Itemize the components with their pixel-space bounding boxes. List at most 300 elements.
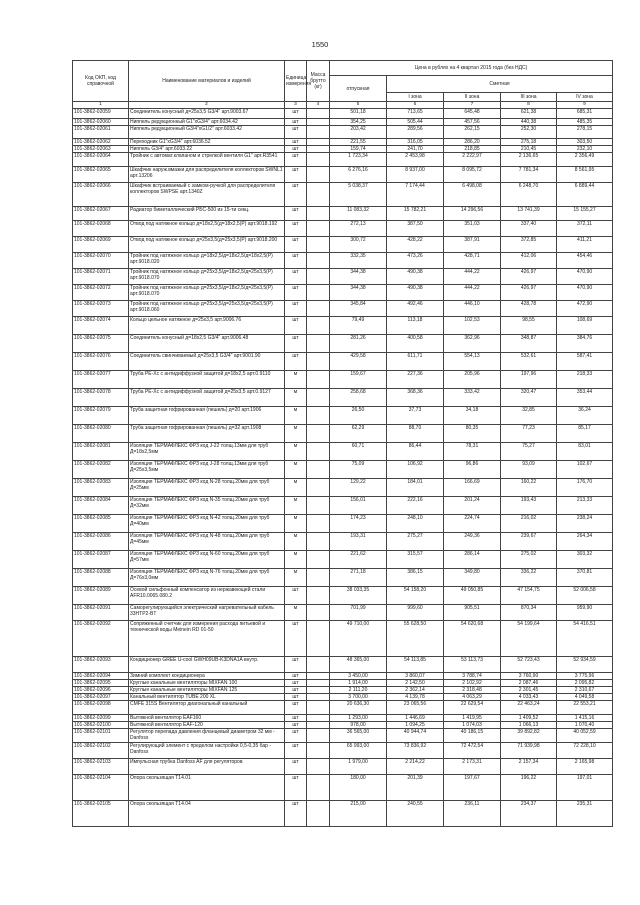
price-zone-3: 870,34 (501, 605, 557, 621)
price-zone-3: 39 892,82 (501, 729, 557, 743)
item-unit: шт (285, 153, 307, 167)
price-zone-1: 2 453,98 (387, 153, 444, 167)
price-zone-3: 216,02 (501, 515, 557, 533)
price-zone-3: 197,96 (501, 371, 557, 389)
item-code: 101-3862-02080 (73, 425, 129, 443)
item-code: 101-3862-02096 (73, 687, 129, 694)
item-code: 101-3862-02060 (73, 119, 129, 126)
price-release: 38 033,35 (330, 587, 387, 605)
price-zone-1: 400,58 (387, 335, 444, 353)
item-name: Отвод под натяжное кольцо д=18х2,5(д=18х2,5(P) арт.9018.192 (129, 221, 285, 237)
price-release: 345,84 (330, 301, 387, 317)
table-row (73, 687, 613, 694)
table-row (73, 515, 613, 533)
item-unit: шт (285, 729, 307, 743)
price-release: 159,74 (330, 146, 387, 153)
header-zone-2: II зона (444, 93, 501, 102)
item-code: 101-3862-02101 (73, 729, 129, 743)
price-zone-1: 316,05 (387, 139, 444, 146)
price-zone-4: 2 165,98 (557, 759, 613, 775)
price-zone-4: 85,17 (557, 425, 613, 443)
price-zone-2: 236,11 (444, 801, 501, 827)
price-zone-1: 1 446,69 (387, 715, 444, 722)
price-zone-2: 53 113,73 (444, 657, 501, 673)
table-row (73, 743, 613, 759)
price-zone-1: 222,16 (387, 497, 444, 515)
price-zone-4: 40 052,59 (557, 729, 613, 743)
item-name: Изоляция ТЕРМАФЛЕКС ФРЗ код N-42 толщ.20мм для труб Д=40мм (129, 515, 285, 533)
column-index: 7 (444, 102, 501, 109)
price-release: 20 636,30 (330, 701, 387, 715)
price-zone-4: 472,90 (557, 301, 613, 317)
price-zone-1: 387,50 (387, 221, 444, 237)
price-zone-3: 2 136,65 (501, 153, 557, 167)
price-zone-2: 349,80 (444, 569, 501, 587)
price-zone-2: 201,24 (444, 497, 501, 515)
price-zone-1: 88,70 (387, 425, 444, 443)
item-name: Опора скользящая Т14.01 (129, 775, 285, 801)
item-mass (307, 301, 330, 317)
price-zone-4: 22 553,21 (557, 701, 613, 715)
price-zone-3: 193,43 (501, 497, 557, 515)
item-unit: шт (285, 687, 307, 694)
price-zone-4: 8 561,95 (557, 167, 613, 183)
price-zone-3: 160,22 (501, 479, 557, 497)
price-zone-1: 275,27 (387, 533, 444, 551)
table-row (73, 479, 613, 497)
price-zone-1: 7 174,44 (387, 183, 444, 207)
price-zone-1: 23 065,56 (387, 701, 444, 715)
header-zone-3: III зона (501, 93, 557, 102)
price-zone-1: 473,26 (387, 253, 444, 269)
price-zone-1: 240,55 (387, 801, 444, 827)
price-release: 978,00 (330, 722, 387, 729)
table-row (73, 425, 613, 443)
price-zone-3: 621,38 (501, 109, 557, 119)
item-name: Соединитель свинчиваемый д=25х3,5 G3/4" арт.9001.90 (129, 353, 285, 371)
item-code: 101-3862-02092 (73, 621, 129, 657)
item-code: 101-3862-02089 (73, 587, 129, 605)
price-zone-2: 40 186,15 (444, 729, 501, 743)
header-code: Код ОКП, код справочной (73, 61, 129, 102)
item-mass (307, 551, 330, 569)
item-mass (307, 621, 330, 657)
item-code: 101-3862-02064 (73, 153, 129, 167)
price-zone-2: 14 296,56 (444, 207, 501, 221)
item-code: 101-3862-02104 (73, 775, 129, 801)
item-code: 101-3862-02063 (73, 146, 129, 153)
price-zone-2: 34,18 (444, 407, 501, 425)
price-zone-3: 7 781,34 (501, 167, 557, 183)
price-zone-3: 1 409,52 (501, 715, 557, 722)
price-zone-4: 353,44 (557, 389, 613, 407)
item-unit: шт (285, 237, 307, 253)
price-zone-1: 40 944,74 (387, 729, 444, 743)
price-zone-1: 315,57 (387, 551, 444, 569)
price-zone-1: 386,15 (387, 569, 444, 587)
item-name: Регулятор перепада давления фланцевый диаметром 32 мм - Danfoss (129, 729, 285, 743)
price-zone-2: 102,53 (444, 317, 501, 335)
table-row (73, 183, 613, 207)
item-code: 101-3862-02095 (73, 680, 129, 687)
price-zone-3: 426,97 (501, 269, 557, 285)
table-row (73, 237, 613, 253)
price-zone-4: 2 095,82 (557, 680, 613, 687)
table-row (73, 722, 613, 729)
price-zone-4: 1 415,16 (557, 715, 613, 722)
price-zone-4: 278,15 (557, 126, 613, 139)
item-mass (307, 533, 330, 551)
table-row (73, 715, 613, 722)
price-zone-1: 611,71 (387, 353, 444, 371)
table-row (73, 139, 613, 146)
price-release: 344,38 (330, 285, 387, 301)
item-mass (307, 729, 330, 743)
price-zone-3: 47 154,75 (501, 587, 557, 605)
header-unit: Единица измерения (285, 61, 307, 102)
price-zone-2: 72 472,54 (444, 743, 501, 759)
table-row (73, 657, 613, 673)
item-code: 101-3862-02082 (73, 461, 129, 479)
item-name: Вытяжной вентилятор EAF160 (129, 715, 285, 722)
price-zone-2: 54 620,68 (444, 621, 501, 657)
table-row (73, 551, 613, 569)
price-release: 26,50 (330, 407, 387, 425)
price-zone-1: 289,56 (387, 126, 444, 139)
item-unit: шт (285, 701, 307, 715)
price-zone-4: 470,90 (557, 269, 613, 285)
price-zone-4: 372,11 (557, 221, 613, 237)
price-release: 3 450,00 (330, 673, 387, 680)
item-unit: м (285, 515, 307, 533)
price-zone-3: 196,22 (501, 775, 557, 801)
price-zone-3: 77,23 (501, 425, 557, 443)
price-release: 354,25 (330, 119, 387, 126)
price-release: 62,29 (330, 425, 387, 443)
item-mass (307, 759, 330, 775)
price-zone-1: 55 628,50 (387, 621, 444, 657)
price-zone-4: 454,46 (557, 253, 613, 269)
price-zone-4: 411,21 (557, 237, 613, 253)
price-zone-2: 428,71 (444, 253, 501, 269)
price-release: 129,22 (330, 479, 387, 497)
price-release: 79,49 (330, 317, 387, 335)
price-release: 701,99 (330, 605, 387, 621)
price-release: 203,42 (330, 126, 387, 139)
price-zone-1: 227,36 (387, 371, 444, 389)
item-code: 101-3862-02068 (73, 221, 129, 237)
price-zone-3: 426,97 (501, 285, 557, 301)
table-row (73, 285, 613, 301)
header-zone-1: I зона (387, 93, 444, 102)
item-unit: м (285, 605, 307, 621)
table-row (73, 301, 613, 317)
price-zone-3: 320,47 (501, 389, 557, 407)
item-unit: м (285, 461, 307, 479)
price-zone-4: 218,33 (557, 371, 613, 389)
price-zone-2: 80,35 (444, 425, 501, 443)
item-name: Канальный вентилятор TUBE 200 XL (129, 694, 285, 701)
table-row (73, 109, 613, 119)
table-row (73, 335, 613, 353)
price-zone-2: 362,96 (444, 335, 501, 353)
price-zone-2: 224,74 (444, 515, 501, 533)
table-row (73, 694, 613, 701)
price-release: 48 365,00 (330, 657, 387, 673)
price-zone-1: 184,01 (387, 479, 444, 497)
price-zone-2: 205,96 (444, 371, 501, 389)
price-zone-4: 370,81 (557, 569, 613, 587)
price-zone-1: 1 094,25 (387, 722, 444, 729)
item-name: Ниппель G3/4" арт.6033.22 (129, 146, 285, 153)
price-zone-2: 3 788,74 (444, 673, 501, 680)
price-zone-3: 372,85 (501, 237, 557, 253)
item-code: 101-3862-02071 (73, 269, 129, 285)
item-unit: шт (285, 335, 307, 353)
item-code: 101-3862-02073 (73, 301, 129, 317)
item-unit: шт (285, 657, 307, 673)
item-mass (307, 694, 330, 701)
price-zone-1: 86,44 (387, 443, 444, 461)
item-name: Труба защитная гофрированная (пешель) д=32 арт.1908 (129, 425, 285, 443)
table-row (73, 207, 613, 221)
item-code: 101-3862-02088 (73, 569, 129, 587)
item-unit: шт (285, 126, 307, 139)
item-mass (307, 569, 330, 587)
item-code: 101-3862-02094 (73, 673, 129, 680)
item-name: Радиатор биметаллический РБС-500 из 15-ти секц. (129, 207, 285, 221)
header-price: Цена в рублях на 4 квартал 2015 года (без НДС) (330, 61, 613, 76)
price-zone-2: 444,22 (444, 285, 501, 301)
item-unit: шт (285, 587, 307, 605)
item-name: Изоляция ТЕРМАФЛЕКС ФРЗ код N-28 толщ.20мм для труб Д=25мм (129, 479, 285, 497)
price-zone-2: 286,14 (444, 551, 501, 569)
price-zone-2: 645,48 (444, 109, 501, 119)
price-zone-3: 532,61 (501, 353, 557, 371)
price-zone-4: 3 775,96 (557, 673, 613, 680)
item-mass (307, 743, 330, 759)
item-unit: шт (285, 775, 307, 801)
item-name: Соединитель конусный д=25х3,5 G3/4" арт.9003.67 (129, 109, 285, 119)
item-code: 101-3862-02075 (73, 335, 129, 353)
table-row (73, 146, 613, 153)
price-zone-4: 36,24 (557, 407, 613, 425)
item-code: 101-3862-02072 (73, 285, 129, 301)
price-zone-1: 490,38 (387, 285, 444, 301)
item-code: 101-3862-02085 (73, 515, 129, 533)
price-zone-2: 8 095,72 (444, 167, 501, 183)
item-mass (307, 587, 330, 605)
item-unit: шт (285, 722, 307, 729)
price-zone-4: 176,70 (557, 479, 613, 497)
table-row (73, 443, 613, 461)
price-zone-2: 96,86 (444, 461, 501, 479)
item-mass (307, 221, 330, 237)
item-unit: шт (285, 621, 307, 657)
item-code: 101-3862-02097 (73, 694, 129, 701)
price-zone-2: 6 498,08 (444, 183, 501, 207)
item-name: Переходник G1"хG3/4" арт.6036.52 (129, 139, 285, 146)
price-zone-4: 2 356,49 (557, 153, 613, 167)
price-release: 344,38 (330, 269, 387, 285)
column-index: 3 (285, 102, 307, 109)
price-zone-3: 336,22 (501, 569, 557, 587)
price-zone-2: 249,36 (444, 533, 501, 551)
price-release: 49 710,00 (330, 621, 387, 657)
price-zone-4: 264,34 (557, 533, 613, 551)
item-mass (307, 407, 330, 425)
item-unit: м (285, 371, 307, 389)
price-zone-3: 2 157,34 (501, 759, 557, 775)
item-unit: м (285, 569, 307, 587)
column-index-row (73, 102, 613, 109)
price-zone-1: 490,38 (387, 269, 444, 285)
price-zone-2: 262,15 (444, 126, 501, 139)
price-release: 221,55 (330, 139, 387, 146)
price-release: 3 700,00 (330, 694, 387, 701)
price-zone-4: 1 070,40 (557, 722, 613, 729)
price-zone-1: 492,46 (387, 301, 444, 317)
price-release: 1 914,00 (330, 680, 387, 687)
item-name: Изоляция ТЕРМАФЛЕКС ФРЗ код N-35 толщ.20мм для труб Д=32мм (129, 497, 285, 515)
item-name: Сопряженный счетчик для измерения расхода питьевой и технической воды Meinein RD 01-50 (129, 621, 285, 657)
item-name: Изоляция ТЕРМАФЛЕКС ФРЗ код Ј-22 толщ.13мм для труб Д=18х2,5мм (129, 443, 285, 461)
table-row (73, 389, 613, 407)
table-row (73, 153, 613, 167)
price-release: 193,31 (330, 533, 387, 551)
price-zone-1: 368,36 (387, 389, 444, 407)
price-zone-1: 201,39 (387, 775, 444, 801)
item-mass (307, 371, 330, 389)
item-mass (307, 701, 330, 715)
item-mass (307, 269, 330, 285)
item-unit: м (285, 389, 307, 407)
table-row (73, 587, 613, 605)
item-name: Тройник под натяжное кольцо д=25х3,5/д=18х2,5/д=25х3,5(P) арт.9018.070 (129, 285, 285, 301)
column-index: 4 (307, 102, 330, 109)
item-name: Регулирующий элемент с пределом настройки 0,5-0,35 бар - Danfoss (129, 743, 285, 759)
item-mass (307, 425, 330, 443)
price-zone-2: 49 050,85 (444, 587, 501, 605)
item-mass (307, 497, 330, 515)
price-release: 332,35 (330, 253, 387, 269)
page-number: 1550 (311, 40, 329, 49)
column-index: 9 (557, 102, 613, 109)
header-estimate: Сметная (387, 76, 613, 93)
item-code: 101-3862-02086 (73, 533, 129, 551)
price-zone-3: 32,85 (501, 407, 557, 425)
item-mass (307, 153, 330, 167)
table-row (73, 461, 613, 479)
item-code: 101-3862-02079 (73, 407, 129, 425)
item-mass (307, 167, 330, 183)
price-zone-2: 4 063,29 (444, 694, 501, 701)
item-name: Саморегулирующийся электрический нагревательный кабель 33НТР2-BT (129, 605, 285, 621)
price-release: 258,68 (330, 389, 387, 407)
item-unit: шт (285, 353, 307, 371)
price-zone-4: 384,76 (557, 335, 613, 353)
item-code: 101-3862-02102 (73, 743, 129, 759)
price-zone-1: 54 113,85 (387, 657, 444, 673)
price-zone-4: 238,24 (557, 515, 613, 533)
item-name: Круглые канальные вентиляторы MIXFAN 125 (129, 687, 285, 694)
price-release: 159,67 (330, 371, 387, 389)
item-name: CMFE 315S Вентилятор диагональный канальный (129, 701, 285, 715)
item-unit: шт (285, 715, 307, 722)
price-release: 271,18 (330, 569, 387, 587)
item-unit: шт (285, 207, 307, 221)
item-mass (307, 119, 330, 126)
item-unit: шт (285, 673, 307, 680)
item-mass (307, 605, 330, 621)
price-zone-1: 2 362,14 (387, 687, 444, 694)
price-zone-1: 15 782,21 (387, 207, 444, 221)
price-zone-4: 213,33 (557, 497, 613, 515)
price-zone-4: 587,41 (557, 353, 613, 371)
price-release: 300,72 (330, 237, 387, 253)
item-unit: м (285, 533, 307, 551)
price-zone-3: 337,40 (501, 221, 557, 237)
item-unit: м (285, 407, 307, 425)
table-row (73, 701, 613, 715)
price-zone-3: 52 723,43 (501, 657, 557, 673)
item-name: Кондиционер GREE U-cool GWH09UB-K3DNA1A внутр. (129, 657, 285, 673)
item-code: 101-3862-02103 (73, 759, 129, 775)
price-zone-4: 303,50 (557, 139, 613, 146)
price-zone-2: 2 222,97 (444, 153, 501, 167)
item-name: Шкафчик встраиваемый с замком-ручкой для распределителя коллекторов SWPSE арт.1340Z (129, 183, 285, 207)
price-zone-1: 54 158,20 (387, 587, 444, 605)
price-release: 215,00 (330, 801, 387, 827)
table-row (73, 621, 613, 657)
price-zone-3: 3 760,90 (501, 673, 557, 680)
item-unit: шт (285, 694, 307, 701)
item-unit: шт (285, 167, 307, 183)
price-release: 2 111,20 (330, 687, 387, 694)
item-mass (307, 126, 330, 139)
price-zone-3: 75,27 (501, 443, 557, 461)
table-row (73, 253, 613, 269)
item-unit: шт (285, 109, 307, 119)
table-row (73, 407, 613, 425)
item-code: 101-3862-02078 (73, 389, 129, 407)
price-zone-4: 52 934,59 (557, 657, 613, 673)
price-zone-3: 428,78 (501, 301, 557, 317)
table-row (73, 167, 613, 183)
item-name: Круглые канальные вентиляторы MIXFAN 100 (129, 680, 285, 687)
item-mass (307, 146, 330, 153)
price-zone-3: 275,02 (501, 551, 557, 569)
price-zone-2: 446,10 (444, 301, 501, 317)
price-release: 75,09 (330, 461, 387, 479)
price-zone-3: 412,06 (501, 253, 557, 269)
item-unit: шт (285, 301, 307, 317)
price-zone-4: 102,67 (557, 461, 613, 479)
price-zone-2: 22 629,54 (444, 701, 501, 715)
price-zone-2: 2 173,31 (444, 759, 501, 775)
item-mass (307, 680, 330, 687)
item-code: 101-3862-02091 (73, 605, 129, 621)
item-unit: шт (285, 801, 307, 827)
price-zone-2: 905,51 (444, 605, 501, 621)
item-unit: шт (285, 285, 307, 301)
item-mass (307, 353, 330, 371)
item-code: 101-3862-02065 (73, 167, 129, 183)
column-index: 2 (129, 102, 285, 109)
item-name: Кольцо цельное натяжное д=25х3,5 арт.9006.76 (129, 317, 285, 335)
item-name: Опора скользящая Т14.04 (129, 801, 285, 827)
price-zone-1: 999,60 (387, 605, 444, 621)
